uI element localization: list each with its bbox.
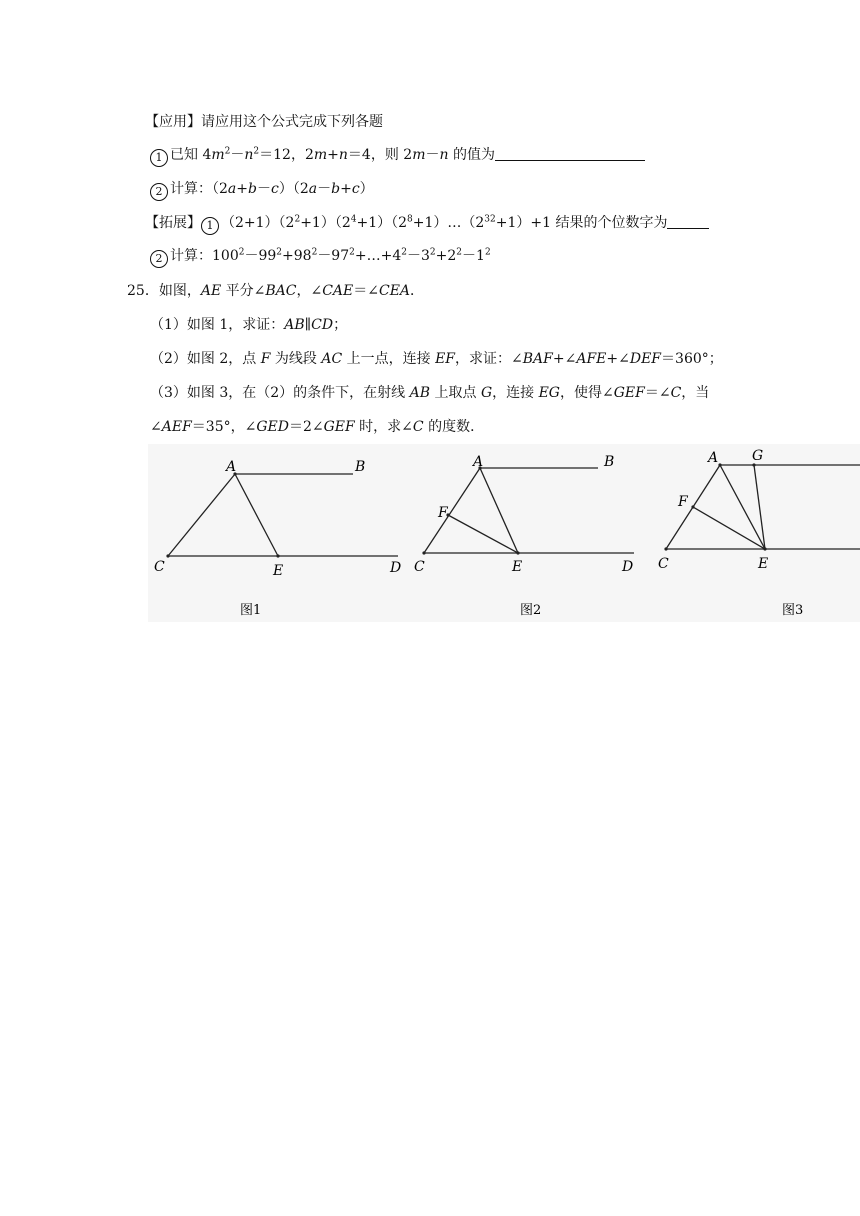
fig2-label-B: B: [604, 454, 615, 470]
fig3-label-F: F: [678, 494, 688, 510]
application-intro-line: [145, 113, 383, 131]
fig3-label-C: C: [658, 556, 669, 572]
fig1-label-D: D: [390, 560, 402, 576]
fig2-caption: 图2: [520, 603, 542, 618]
application-q1-text: 已知 $4m^2-n^2=12$，2m+n＝4，则 2m－n 的值为: [170, 146, 495, 163]
circled-number-1: 1: [150, 149, 168, 167]
circled-number-2: 2: [150, 250, 168, 268]
fig1-label-C: C: [154, 559, 165, 575]
extension-question-2: [150, 247, 491, 268]
figures-panel: [148, 444, 860, 622]
fig2-label-E: E: [512, 559, 523, 575]
fig1-label-A: A: [226, 459, 237, 475]
problem-25-part-1: （1）如图 1，求证：AB∥CD；: [150, 317, 348, 333]
application-intro: 请应用这个公式完成下列各题: [201, 114, 383, 130]
problem-25-part-3-line-1: （3）如图 3，在（2）的条件下，在射线 AB 上取点 G，连接 EG，使得∠GEF＝∠C，当: [150, 385, 710, 401]
circled-number-1: 1: [201, 217, 219, 235]
answer-blank[interactable]: [667, 214, 709, 229]
fig2-label-A: A: [473, 454, 484, 470]
fig3-label-A: A: [708, 450, 719, 466]
fig3-label-E: E: [758, 556, 769, 572]
extension-q2-text: 计算：$100^2-99^2+98^2-97^2+\dots+4^2-3^2+2^2-1^2$: [170, 247, 491, 264]
fig1-label-B: B: [355, 459, 366, 475]
problem-25-part-2: （2）如图 2，点 F 为线段 AC 上一点，连接 EF，求证：∠BAF+∠AFE+∠DEF＝360°；: [150, 351, 723, 367]
fig3-label-G: G: [752, 448, 764, 464]
fig1-label-E: E: [273, 563, 284, 579]
problem-25-stem: 25．如图，AE 平分∠BAC，∠CAE＝∠CEA．: [127, 283, 425, 299]
fig3-caption: 图3: [782, 603, 804, 618]
application-question-2: [150, 180, 374, 201]
application-question-1: [150, 146, 645, 167]
answer-blank[interactable]: [495, 146, 645, 161]
extension-bracket-label: 【拓展】: [145, 215, 201, 231]
application-bracket-label: 【应用】: [145, 114, 201, 130]
circled-number-2: 2: [150, 183, 168, 201]
fig2-label-C: C: [414, 559, 425, 575]
extension-question-1: [145, 214, 709, 235]
fig1-caption: 图1: [240, 603, 262, 618]
extension-q1-text: $(2+1)(2^2+1)(2^4+1)(2^8+1)\dots(2^{32}+1)+1$ 结果的个位数字为: [221, 214, 668, 231]
application-q2-text: 计算：（2a+b－c）（2a－b+c）: [170, 181, 374, 197]
fig2-label-D: D: [622, 559, 634, 575]
fig2-label-F: F: [438, 505, 448, 521]
geometry-figures: [148, 444, 860, 622]
problem-25-part-3-line-2: ∠AEF＝35°，∠GED＝2∠GEF 时，求∠C 的度数．: [150, 419, 485, 435]
